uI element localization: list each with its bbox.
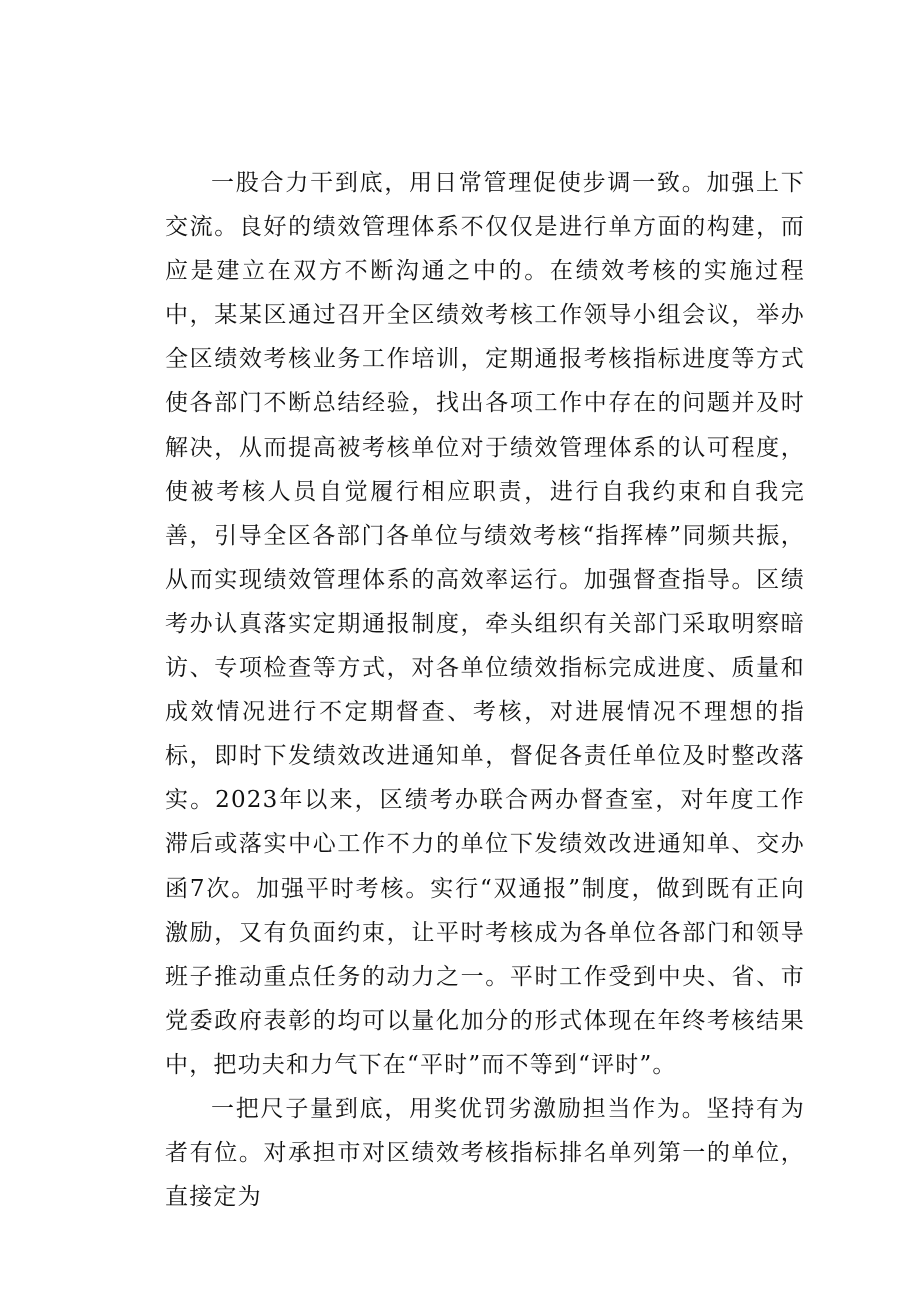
- paragraph-daily-management: 一股合力干到底，用日常管理促使步调一致。加强上下交流。良好的绩效管理体系不仅仅是进行单方面的构建，而应是建立在双方不断沟通之中的。在绩效考核的实施过程中，某某区通过召开全区绩效考核工作领导小组会议，举办全区绩效考核业务工作培训，定期通报考核指标进度等方式使各部门不断总结经验，找出各项工作中存在的问题并及时解决，从而提高被考核单位对于绩效管理体系的认可程度，使被考核人员自觉履行相应职责，进行自我约束和自我完善，引导全区各部门各单位与绩效考核“指挥棒”同频共振，从而实现绩效管理体系的高效率运行。加强督查指导。区绩考办认真落实定期通报制度，牵头组织有关部门采取明察暗访、专项检查等方式，对各单位绩效指标完成进度、质量和成效情况进行不定期督查、考核，对进展情况不理想的指标，即时下发绩效改进通知单，督促各责任单位及时整改落实。2023年以来，区绩考办联合两办督查室，对年度工作滞后或落实中心工作不力的单位下发绩效改进通知单、交办函7次。加强平时考核。实行“双通报”制度，做到既有正向激励，又有负面约束，让平时考核成为各单位各部门和领导班子推动重点任务的动力之一。平时工作受到中央、省、市党委政府表彰的均可以量化加分的形式体现在年终考核结果中，把功夫和力气下在“平时”而不等到“评时”。: [165, 170, 805, 1078]
- paragraph-rewards-penalties: 一把尺子量到底，用奖优罚劣激励担当作为。坚持有为者有位。对承担市对区绩效考核指标排名单列第一的单位，直接定为: [165, 1095, 805, 1211]
- document-body: [165, 161, 805, 1219]
